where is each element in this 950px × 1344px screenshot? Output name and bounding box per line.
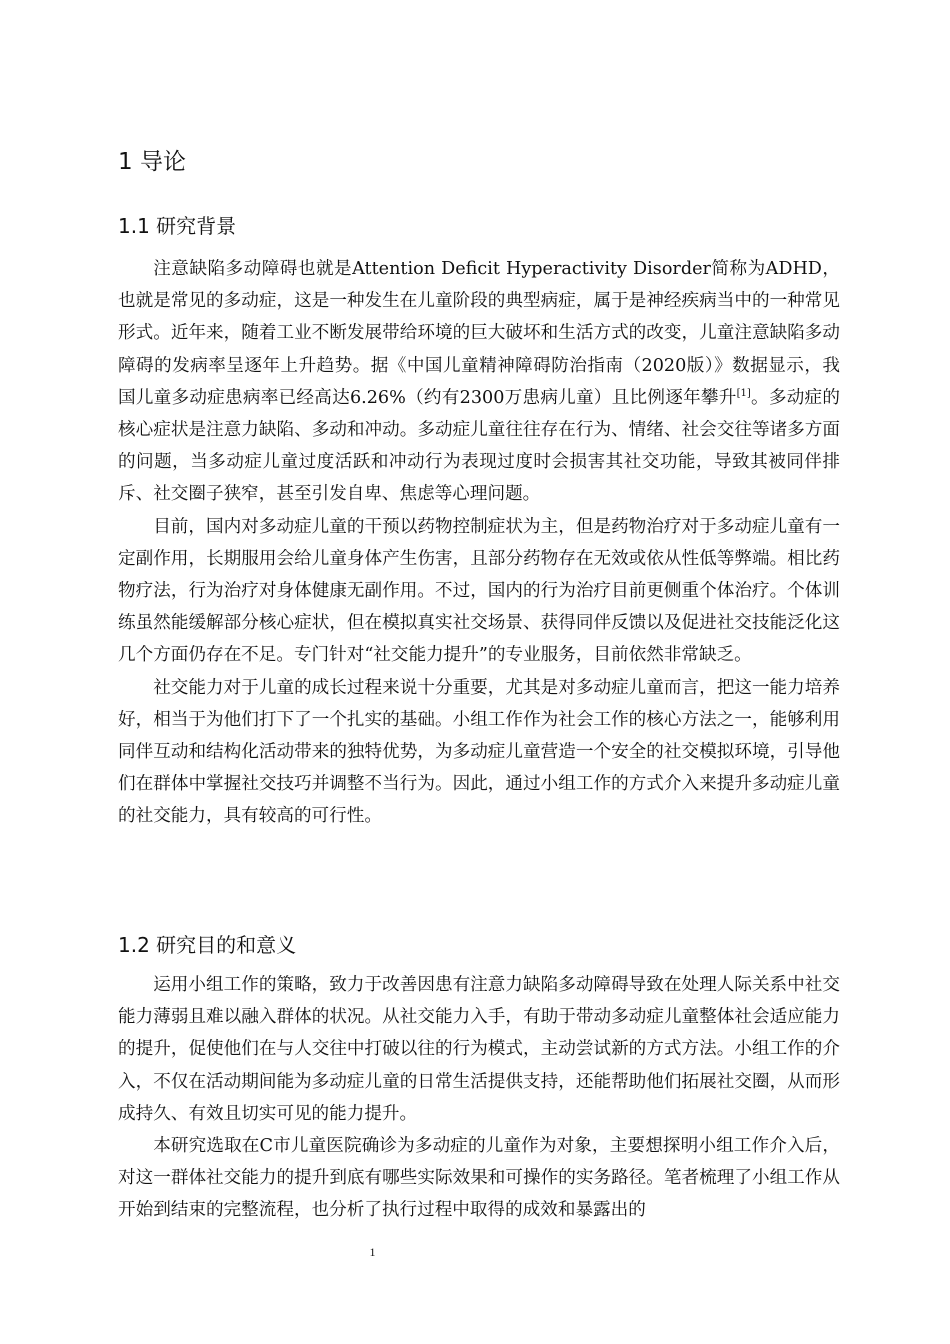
paragraph: 运用小组工作的策略，致力于改善因患有注意力缺陷多动障碍导致在处理人际关系中社交能力薄弱且难以融入群体的状况。从社交能力入手，有助于带动多动症儿童整体社会适应能力的提升，促使他们在与人交往中打破以往的行为模式，主动尝试新的方式方法。小组工作的介入，不仅在活动期间能为多动症儿童的日常生活提供支持，还能帮助他们拓展社交圈，从而形成持久、有效且切实可见的能力提升。: [118, 975, 840, 1124]
section-title-purpose: 1.2 研究目的和意义: [118, 933, 297, 957]
citation-ref: [1]: [736, 387, 751, 399]
section-body-background: [118, 253, 840, 833]
paragraph-text: 。多动症的核心症状是注意力缺陷、多动和冲动。多动症儿童往往存在行为、情绪、社会交往等诸多方面的问题，当多动症儿童过度活跃和冲动行为表现过度时会损害其社交功能，导致其被同伴排斥、社交圈子狭窄，甚至引发自卑、焦虑等心理问题。: [118, 387, 840, 505]
chapter-title: 1 导论: [118, 149, 186, 175]
paragraph: 本研究选取在C市儿童医院确诊为多动症的儿童作为对象，主要想探明小组工作介入后，对这一群体社交能力的提升到底有哪些实际效果和可操作的实务路径。笔者梳理了小组工作从开始到结束的完整流程，也分析了执行过程中取得的成效和暴露出的: [118, 1136, 840, 1221]
paragraph: 社交能力对于儿童的成长过程来说十分重要，尤其是对多动症儿童而言，把这一能力培养好，相当于为他们打下了一个扎实的基础。小组工作作为社会工作的核心方法之一，能够利用同伴互动和结构化活动带来的独特优势，为多动症儿童营造一个安全的社交模拟环境，引导他们在群体中掌握社交技巧并调整不当行为。因此，通过小组工作的方式介入来提升多动症儿童的社交能力，具有较高的可行性。: [118, 677, 840, 827]
page-number: 1: [369, 1245, 376, 1259]
paragraph-text: 注意缺陷多动障碍也就是Attention Deficit Hyperactivity Disorder简称为ADHD，也就是常见的多动症，这是一种发生在儿童阶段的典型病症，属于是神经疾病当中的一种常见形式。近年来，随着工业不断发展带给环境的巨大破坏和生活方式的改变，儿童注意缺陷多动障碍的发病率呈逐年上升趋势。据《中国儿童精神障碍防治指南（2020版）》数据显示，我国儿童多动症患病率已经高达6.26%（约有2300万患病儿童）且比例逐年攀升: [118, 259, 840, 408]
section-title-background: 1.1 研究背景: [118, 214, 237, 238]
paragraph: 目前，国内对多动症儿童的干预以药物控制症状为主，但是药物治疗对于多动症儿童有一定副作用，长期服用会给儿童身体产生伤害，且部分药物存在无效或依从性低等弊端。相比药物疗法，行为治疗对身体健康无副作用。不过，国内的行为治疗目前更侧重个体治疗。个体训练虽然能缓解部分核心症状，但在模拟真实社交场景、获得同伴反馈以及促进社交技能泛化这几个方面仍存在不足。专门针对“社交能力提升”的专业服务，目前依然非常缺乏。: [118, 516, 840, 666]
paragraph: [118, 253, 840, 511]
section-body-purpose: [118, 969, 840, 1227]
